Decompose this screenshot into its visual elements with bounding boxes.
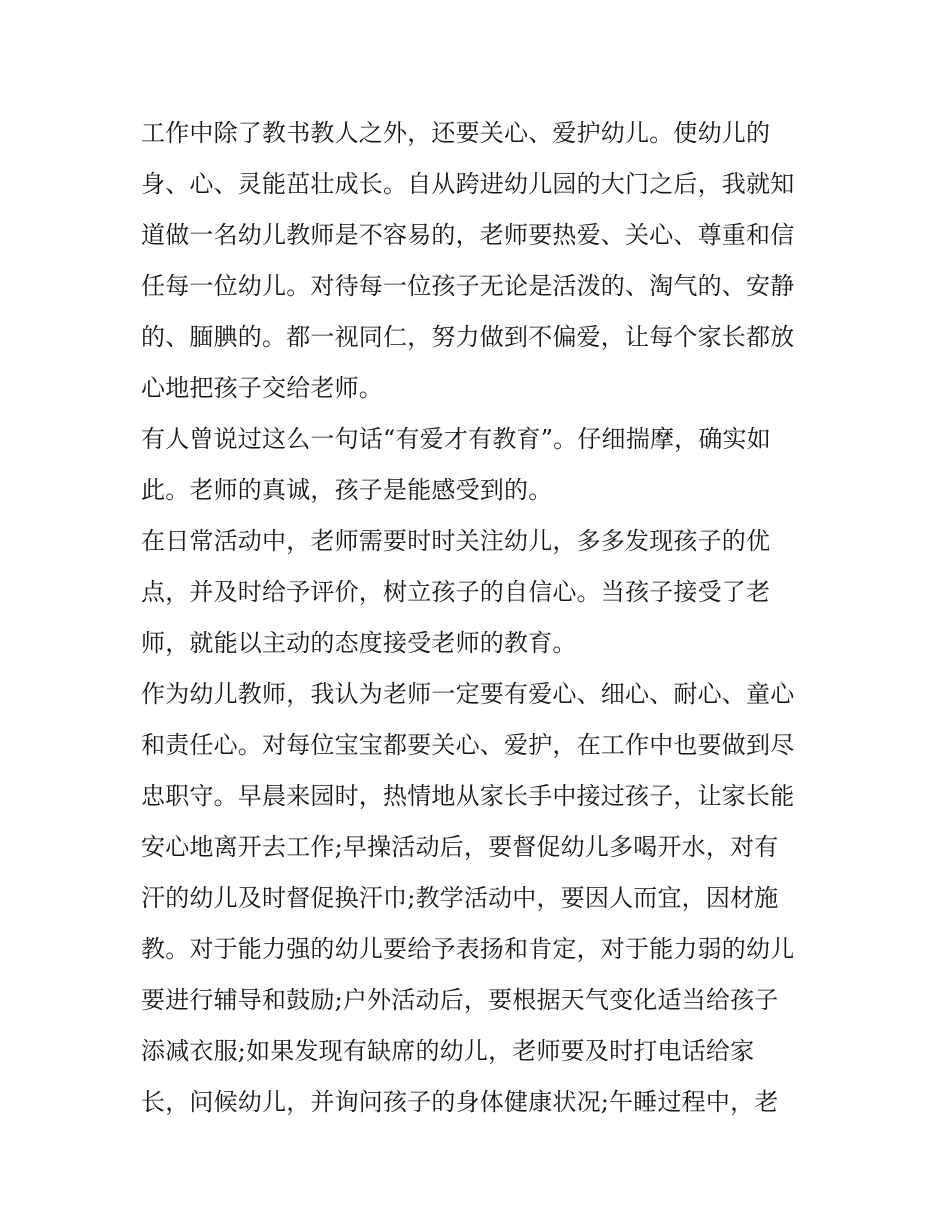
text-line: 点，并及时给予评价，树立孩子的自信心。当孩子接受了老 (141, 578, 771, 606)
text-line: 此。老师的真诚，孩子是能感受到的。 (141, 476, 553, 504)
text-line: 任每一位幼儿。对待每一位孩子无论是活泼的、淘气的、安静 (141, 272, 795, 300)
text-line: 汗的幼儿及时督促换汗巾;教学活动中，要因人而宜，因材施 (141, 884, 779, 912)
text-line: 身、心、灵能茁壮成长。自从跨进幼儿园的大门之后，我就知 (141, 170, 795, 198)
text-line: 添减衣服;如果发现有缺席的幼儿，老师要及时打电话给家 (141, 1037, 755, 1065)
text-line: 教。对于能力强的幼儿要给予表扬和肯定，对于能力弱的幼儿 (141, 935, 795, 963)
text-line: 心地把孩子交给老师。 (141, 374, 383, 402)
text-line: 的、腼腆的。都一视同仁，努力做到不偏爱，让每个家长都放 (141, 323, 795, 351)
text-line: 长，问候幼儿，并询问孩子的身体健康状况;午睡过程中，老 (141, 1088, 779, 1116)
text-line: 道做一名幼儿教师是不容易的，老师要热爱、关心、尊重和信 (141, 221, 795, 249)
text-line: 忠职守。早晨来园时，热情地从家长手中接过孩子，让家长能 (141, 782, 795, 810)
text-line: 和责任心。对每位宝宝都要关心、爱护，在工作中也要做到尽 (141, 731, 795, 759)
text-line: 工作中除了教书教人之外，还要关心、爱护幼儿。使幼儿的 (141, 119, 771, 147)
text-line: 在日常活动中，老师需要时时关注幼儿，多多发现孩子的优 (141, 527, 771, 555)
text-line: 作为幼儿教师，我认为老师一定要有爱心、细心、耐心、童心 (141, 680, 795, 708)
text-line: 安心地离开去工作;早操活动后，要督促幼儿多喝开水，对有 (141, 833, 779, 861)
body-text (141, 108, 821, 1128)
text-line: 师，就能以主动的态度接受老师的教育。 (141, 629, 577, 657)
text-line: 要进行辅导和鼓励;户外活动后，要根据天气变化适当给孩子 (141, 986, 779, 1014)
text-line: 有人曾说过这么一句话“有爱才有教育”。仔细揣摩，确实如 (141, 425, 771, 453)
